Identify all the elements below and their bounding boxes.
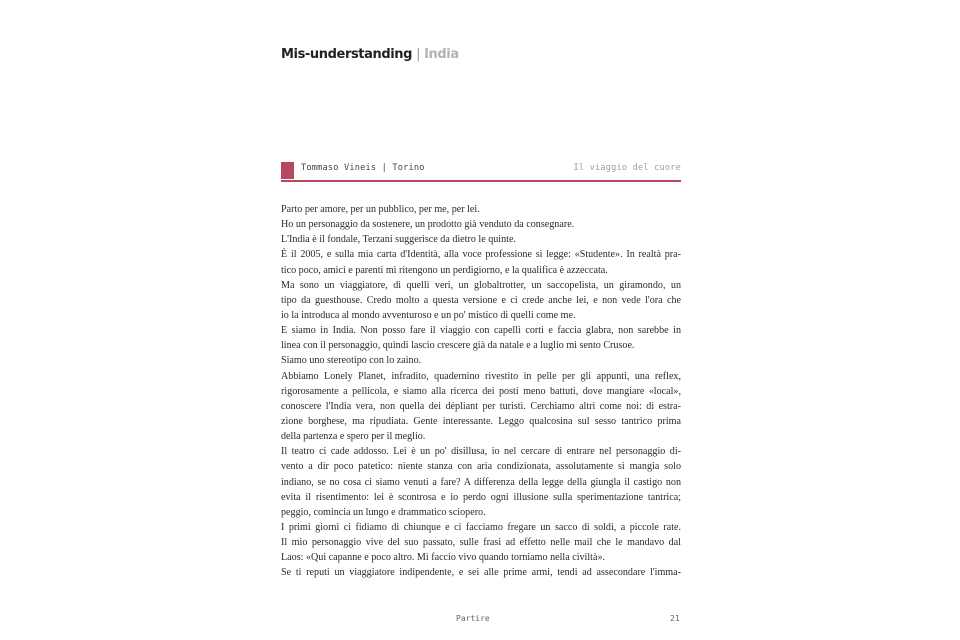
text-line: tipo da guesthouse. Credo molto a questa versione e ci crede anche lei, e non vede l'ora che (281, 294, 681, 306)
text-line: Abbiamo Lonely Planet, infradito, quadernino rivestito in pelle per gli appunti, una reflex, (281, 370, 681, 382)
text-line: indiano, se no cosa ci siamo venuti a fare? A differenza della legge della giungla il castigo non (281, 476, 681, 488)
body-text (281, 202, 681, 581)
text-line: Parto per amore, per un pubblico, per me, per lei. (281, 204, 480, 215)
text-line: Siamo uno stereotipo con lo zaino. (281, 355, 422, 367)
header-subtitle: India (424, 47, 459, 62)
page-number: 21 (670, 614, 680, 623)
text-line: Se ti reputi un viaggiatore indipendente, e sei alle prime armi, tendi ad assecondare l'imma- (281, 567, 681, 579)
text-line: I primi giorni ci fidiamo di chiunque e ci facciamo fregare un sacco di soldi, a piccole rate. (281, 521, 681, 533)
text-line: Laos: «Qui capanne e poco altro. Mi faccio vivo quando torniamo nella civiltà». (281, 552, 606, 564)
header-separator: | (416, 47, 421, 62)
text-line: Ma sono un viaggiatore, di quelli veri, un globaltrotter, un saccopelista, un giramondo, un (281, 279, 681, 291)
text-line: Ho un personaggio da sostenere, un prodotto già venduto da consegnare. (281, 219, 575, 231)
text-line: della partenza e spero per il meglio. (281, 431, 426, 443)
section-title: Il viaggio del cuore (573, 163, 681, 173)
text-line: Il mio personaggio vive del suo passato, sulle frasi ad effetto nelle mail che le mandavo dal (281, 537, 681, 549)
text-line: evita il risentimento: lei è scontrosa e io perdo ogni illusione sulla sperimentazione tantrica; (281, 491, 681, 503)
text-line: io la introduca al mondo avventuroso e un po' mistico di quelli come me. (281, 309, 576, 321)
text-line: rigorosamente a pellicola, e siamo alla ricerca dei posti meno battuti, dove mangiare «local», (281, 385, 681, 397)
text-line: tico poco, amici e parenti mi ritengono un perdigiorno, e la qualifica è azzeccata. (281, 264, 608, 276)
page-header (281, 47, 459, 62)
text-line: linea con il personaggio, quindi lascio crescere già da natale e a luglio mi sento Crusoe. (281, 340, 635, 352)
author-bar (281, 160, 681, 182)
footer-label: Partire (456, 614, 490, 623)
text-line: È il 2005, e sulla mia carta d'Identità, alla voce professione si legge: «Studente». In realtà pra- (281, 249, 681, 261)
accent-swatch (281, 162, 294, 179)
text-line: peggio, comincia un lungo e drammatico sciopero. (281, 506, 486, 518)
author-name: Tommaso Vineis | Torino (301, 163, 425, 173)
header-title: Mis-understanding (281, 47, 413, 62)
text-line: E siamo in India. Non posso fare il viaggio con capelli corti e faccia glabra, non sarebbe in (281, 325, 681, 337)
text-line: conoscere l'India vera, non quella dei dépliant per turisti. Cerchiamo altri come noi: di estra- (281, 400, 681, 412)
text-line: zione borghese, ma ripudiata. Gente interessante. Leggo qualcosina sul sesso tantrico prima (281, 415, 681, 427)
text-line: Il teatro ci cade addosso. Lei è un po' disillusa, io nel cercare di entrare nel personaggio di- (281, 446, 681, 458)
text-line: L'India è il fondale, Terzani suggerisce da dietro le quinte. (281, 234, 516, 246)
text-line: vento a dir poco patetico: niente stanza con aria condizionata, assolutamente si mangia solo (281, 461, 681, 473)
